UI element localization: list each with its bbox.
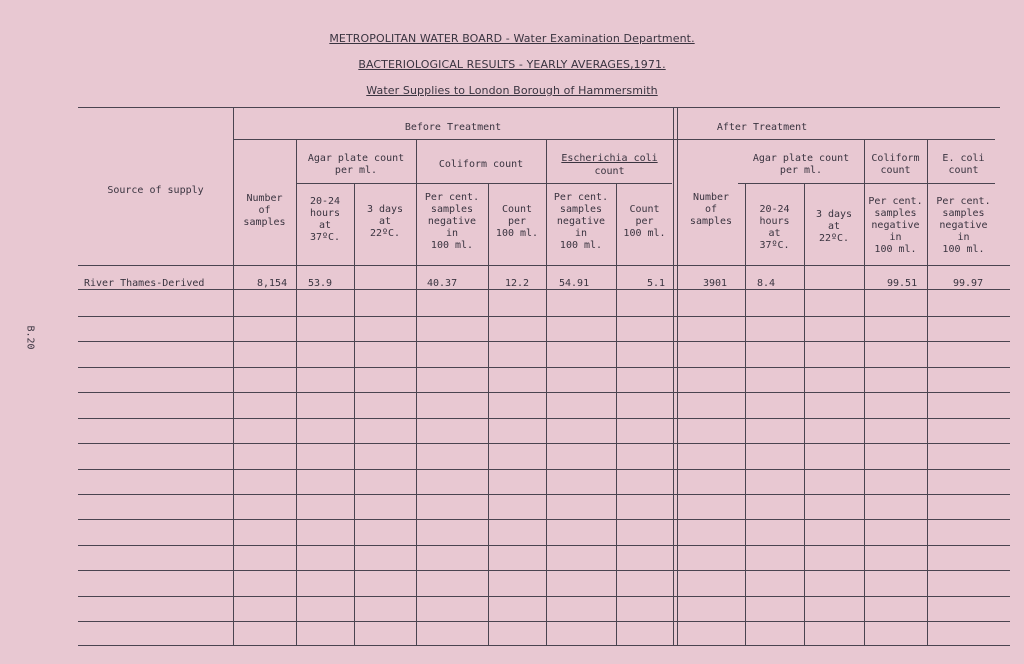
header-before-ecoli-count-per: Count per 100 ml. [623, 204, 666, 239]
cell-after-coliform-percent: 99.51 [887, 278, 918, 289]
header-after-coliform: Coliform count [871, 153, 920, 176]
header-before-days-22: 3 days at 22ºC. [366, 204, 404, 239]
title-line-3: Water Supplies to London Borough of Hammersmith [366, 84, 658, 97]
header-before-coliform: Coliform count [438, 159, 524, 170]
header-after-coliform-percent: Per cent. samples negative in 100 ml. [868, 196, 923, 255]
cell-before-coliform-percent: 40.37 [427, 278, 458, 289]
header-after-days-22: 3 days at 22ºC. [815, 209, 853, 244]
cell-before-agar37: 53.9 [308, 278, 333, 289]
header-after-ecoli-percent: Per cent. samples negative in 100 ml. [936, 196, 991, 255]
header-after-number-samples: Number of samples [689, 192, 733, 227]
cell-after-agar37: 8.4 [757, 278, 776, 289]
cell-before-coliform-count: 12.2 [505, 278, 530, 289]
header-before-ecoli: Escherichia coli [561, 153, 658, 164]
cell-after-ecoli-percent: 99.97 [953, 278, 984, 289]
cell-source: River Thames-Derived [84, 278, 205, 289]
header-after-ecoli: E. coli count [942, 153, 985, 176]
header-before-coliform-count: Count per 100 ml. [495, 204, 539, 239]
header-before-coliform-percent: Per cent. samples negative in 100 ml. [424, 192, 480, 251]
header-source: Source of supply [107, 185, 204, 196]
header-before-agar: Agar plate count per ml. [307, 153, 405, 176]
header-before-treatment: Before Treatment [404, 122, 502, 133]
cell-after-samples: 3901 [703, 278, 728, 289]
header-before-hours-37: 20-24 hours at 37ºC. [309, 196, 341, 243]
header-after-agar: Agar plate count per ml. [752, 153, 850, 176]
header-before-ecoli-count: count [594, 166, 625, 177]
header-before-number-samples: Number of samples [243, 193, 286, 228]
cell-before-ecoli-percent: 54.91 [559, 278, 590, 289]
title-line-1: METROPOLITAN WATER BOARD - Water Examination Department. [329, 32, 695, 45]
page-number: B.20 [24, 325, 36, 350]
header-before-ecoli-percent: Per cent. samples negative in 100 ml. [553, 192, 609, 251]
title-line-2: BACTERIOLOGICAL RESULTS - YEARLY AVERAGES,1971. [358, 58, 666, 71]
cell-before-samples: 8,154 [257, 278, 288, 289]
cell-before-ecoli-count: 5.1 [647, 278, 666, 289]
header-after-hours-37: 20-24 hours at 37ºC. [759, 204, 790, 251]
header-after-treatment: After Treatment [716, 122, 808, 133]
